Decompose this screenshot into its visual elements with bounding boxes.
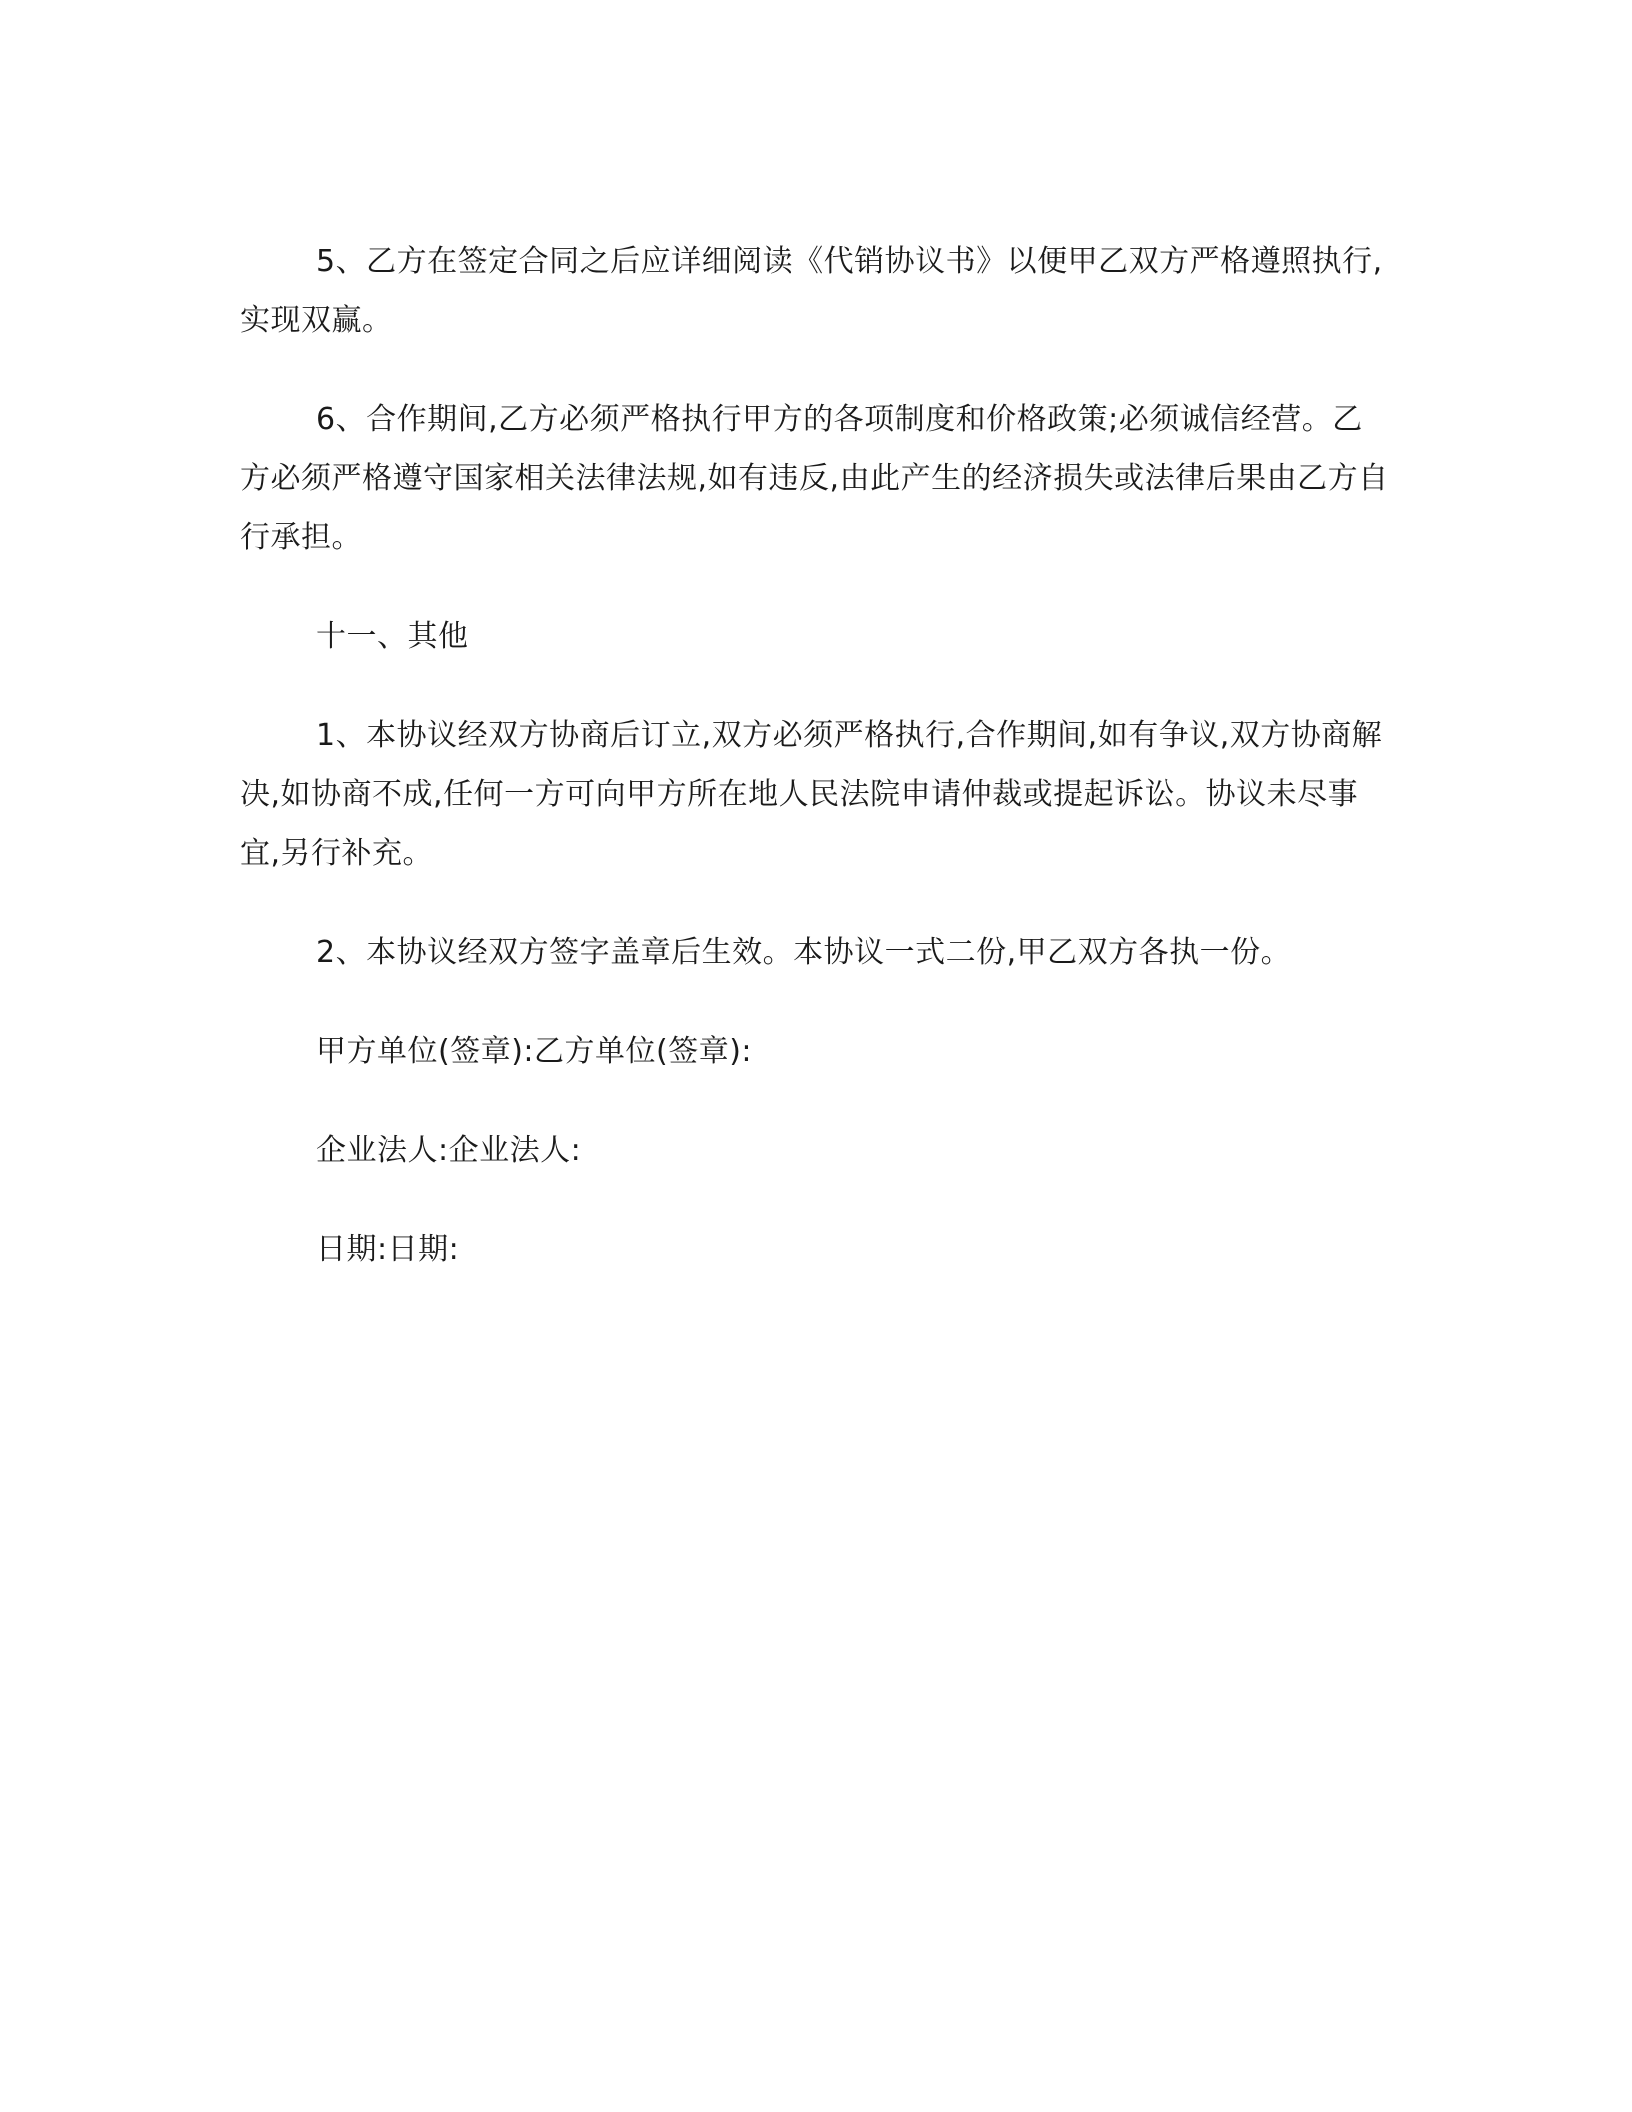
clause-other-1: 1、本协议经双方协商后订立,双方必须严格执行,合作期间,如有争议,双方协商解决,如协商不成,任何一方可向甲方所在地人民法院申请仲裁或提起诉讼。协议未尽事宜,另行补充。 — [240, 718, 1383, 871]
signature-legal-persons: 企业法人:企业法人: — [316, 1133, 582, 1168]
document-body — [240, 232, 1390, 1279]
clause-6: 6、合作期间,乙方必须严格执行甲方的各项制度和价格政策;必须诚信经营。乙方必须严格遵守国家相关法律法规,如有违反,由此产生的经济损失或法律后果由乙方自行承担。 — [240, 402, 1389, 555]
signature-dates: 日期:日期: — [316, 1232, 460, 1267]
signature-party-units: 甲方单位(签章):乙方单位(签章): — [316, 1034, 753, 1069]
section-heading-other: 十一、其他 — [316, 619, 469, 654]
clause-5: 5、乙方在签定合同之后应详细阅读《代销协议书》以便甲乙双方严格遵照执行,实现双赢。 — [240, 244, 1383, 338]
clause-other-2: 2、本协议经双方签字盖章后生效。本协议一式二份,甲乙双方各执一份。 — [316, 935, 1292, 970]
